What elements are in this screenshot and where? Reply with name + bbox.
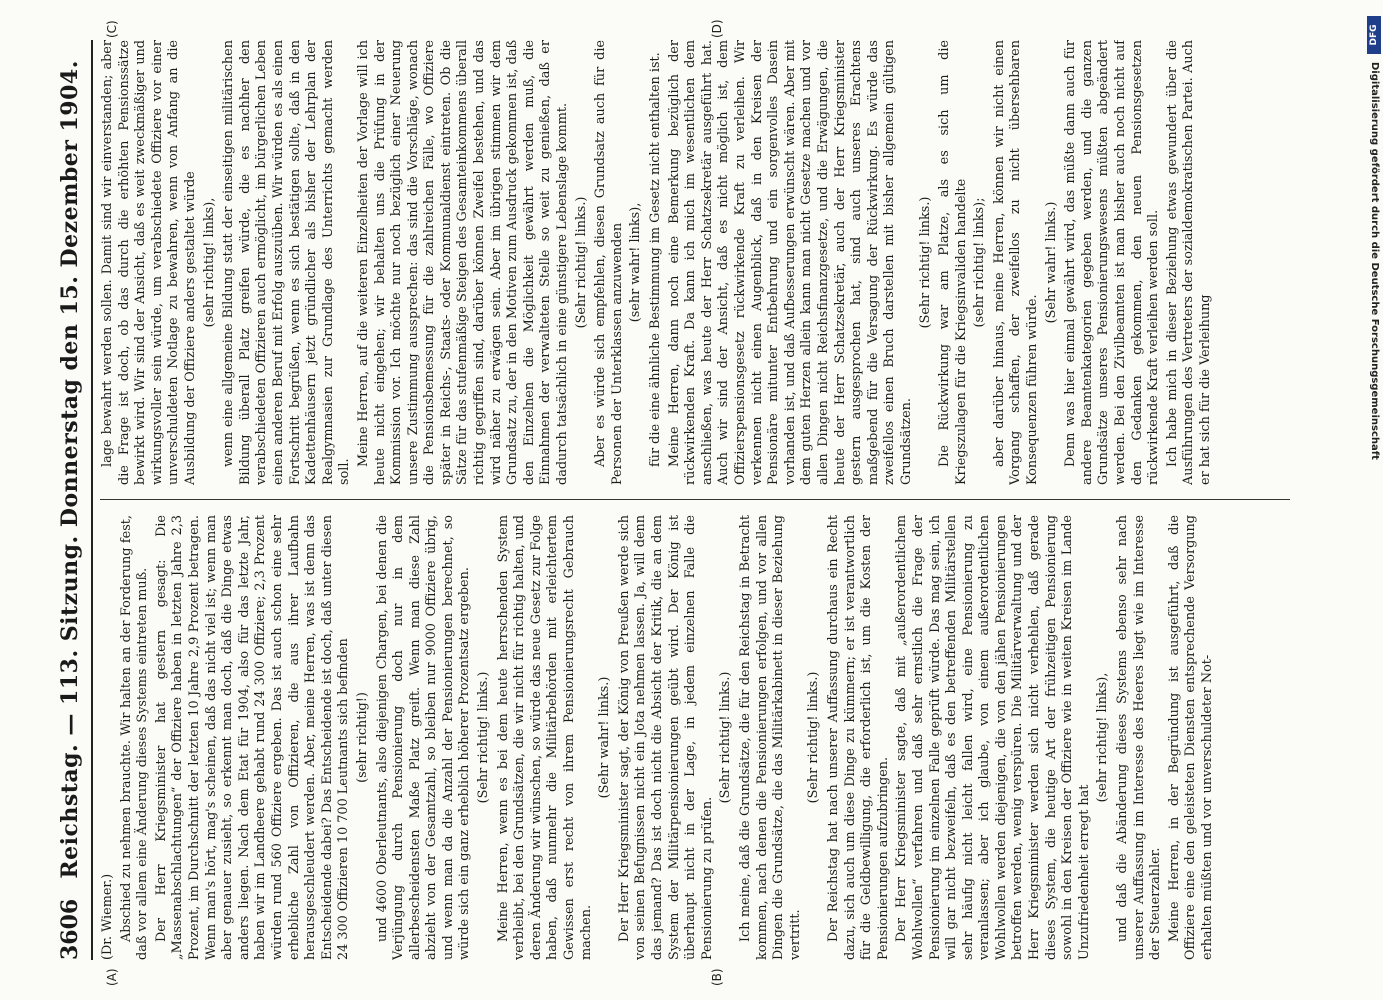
interjection: (Sehr wahr! links.) — [597, 676, 613, 799]
digitization-sidebar — [1366, 10, 1383, 1000]
margin-marker-a: (A) — [105, 968, 119, 986]
paragraph: wenn eine allgemeine Bildung statt der einseitigen militärischen Bildung überall Platz greifen würde, die es nachher den verabschiedeten Offizieren auch ermöglicht, im bürgerlichen Leben einen anderen Beruf mit Erfolg auszuüben. Wir würden es als einen Fortschritt begrüßen, wenn es sich bestätigen sollte, daß in den Kadettenhäusern jetzt gründlicher als bisher der Lehrplan der Realgymnasien zur Grundlage des Unterrichts gemacht werden soll. — [221, 40, 353, 485]
interjection: (Sehr richtig! links.) — [476, 671, 492, 804]
paragraph: Die Rückwirkung war am Platze, als es sich um die Kriegszulagen für die Kriegsinvaliden handelte — [937, 40, 969, 485]
margin-marker-c: (C) — [105, 20, 119, 38]
paragraph: Der Herr Kriegsminister sagte, daß mit „außerordentlichem Wohlwollen“ verfahren und daß sehr ernstlich die Frage der Pensionierung im einzelnen Falle geprüft würde. Das mag sein, ich will gar nicht bezweifeln, daß es den betreffenden Militärstellen sehr häufig nicht leicht fallen wird, eine Pensionierung zu veranlassen; aber ich glaube, von einem außerordentlichen Wohlwollen werden diejenigen, die von den jähen Pensionierungen betroffen werden, wenig verspüren. Die Militärverwaltung und der Herr Kriegsminister werden sich nicht verhehlen, daß gerade dieses System, die heutige Art der frühzeitigen Pensionierung sowohl in den Kreisen der Offiziere wie in weiten Kreisen im Lande Unzufriedenheit erregt hat — [894, 515, 1092, 960]
interjection: (Sehr richtig! links.) — [917, 196, 933, 329]
interjection: (sehr richtig! links), — [1095, 672, 1111, 803]
paragraph: Ich habe mich in dieser Beziehung etwas gewundert über die Ausführungen des Vertreters der sozialdemokratischen Partei. Auch er hat sich für die Verleihung — [1164, 40, 1213, 485]
paragraph: Meine Herren, dann noch eine Bemerkung bezüglich der rückwirkenden Kraft. Da kann ich mich im wesentlichen dem anschließen, was heute der Herr Schatzsekretär ausgeführt hat. Auch wir sind der Ansicht, daß es nicht möglich ist, dem Offizierspensionsgesetz rückwirkende Kraft zu verleihen. Wir verkennen nicht einen Augenblick, daß in den Kreisen der Pensionäre mitunter Entbehrung und ein sorgenvolles Dasein vorhanden ist, und daß Aufbesserungen erwünscht wären. Aber mit dem guten Herzen allein kann man nicht Gesetze machen und vor allen Dingen nicht Reichsfinanzgesetze, und die Erwägungen, die heute der Herr Schatzsekretär, auch der Herr Kriegsminister gestern ausgesprochen hat, sind auch unseres Erachtens maßgebend für die Versagung der Rückwirkung. Es würde das zweifellos einen Bruch darstellen mit bisher allgemein gültigen Grundsätzen. — [666, 40, 914, 485]
left-column — [100, 515, 1290, 960]
paragraph: Der Herr Kriegsminister sagt, der König von Preußen werde sich von seinen Befugnissen nicht ein Jota nehmen lassen. Ja, will denn das jemand? Das ist doch nicht die Absicht der Kritik, die an dem System der Militärpensionierungen geübt wird. Der König ist überhaupt nicht in der Lage, in jedem einzelnen Falle die Pensionierung zu prüfen. — [616, 515, 715, 960]
speaker-label: (Dr. Wiemer.) — [100, 873, 115, 960]
paragraph: für die eine ähnliche Bestimmung im Gesetz nicht enthalten ist. — [648, 52, 663, 467]
margin-marker-d: (D) — [710, 19, 724, 38]
column-divider — [100, 499, 1290, 500]
paragraph: Der Reichstag hat nach unserer Auffassung durchaus ein Recht dazu, sich auch um diese Dinge zu kümmern; er ist verantwortlich für die Geldbewilligung, die erforderlich ist, um die Kosten der Pensionierungen aufzubringen. — [825, 515, 891, 960]
right-column — [100, 40, 1290, 485]
rotated-page-content — [5, 0, 1305, 1000]
paragraph: Der Herr Kriegsminister hat gestern gesagt: Die „Massenabschlachtungen“ der Offiziere haben in letzten Jahre 2,3 Prozent, im Durchschnitt der letzten 10 Jahre 2,9 Prozent betragen. Wenn man's hört, mag's scheinen, daß das nicht viel ist; wenn man aber genauer zusieht, so erkennt man doch, daß die Dinge etwas anders liegen. Nach dem Etat für 1904, also für das letzte Jahr, haben wir im Landheere gehabt rund 24 300 Offiziere; 2,3 Prozent würden rund 560 Offiziere ergeben. Das ist auch schon eine sehr erhebliche Zahl von Offizieren, die aus ihrer Laufbahn herausgeschleudert werden. Aber, meine Herren, was ist denn das Entscheidende dabei? Das Entscheidende ist doch, daß unter diesen 24 300 Offizieren 10 700 Leutnants sich befinden — [153, 515, 352, 960]
digitization-credit: Digitalisierung gefördert durch die Deutsche Forschungsgemeinschaft — [1369, 62, 1380, 460]
interjection: (Sehr richtig! links.) — [573, 196, 589, 329]
page-number: 3606 — [57, 898, 83, 960]
interjection: (Sehr wahr! links.) — [1043, 201, 1059, 324]
paragraph: und daß die Abänderung dieses Systems ebenso sehr nach unserer Auffassung im Interesse des Heeres liegt wie im Interesse der Steuerzahler. — [1115, 515, 1164, 960]
margin-marker-b: (B) — [710, 968, 724, 986]
paragraph: lage bewahrt werden sollen. Damit sind wir einverstanden; aber die Frage ist doch, ob das durch die erhöhten Pensionssätze bewirkt wird. Wir sind der Ansicht, daß es weit zweckmäßiger und wirkungsvoller sein würde, um verabschiedete Offiziere vor einer unverschuldeten Notlage zu bewahren, wenn von Anfang an die Ausbildung der Offiziere anders gestaltet würde — [100, 40, 198, 485]
paragraph: Aber es würde sich empfehlen, diesen Grundsatz auch für die Personen der Unterklassen anzuwenden — [593, 40, 625, 485]
header-rule — [91, 40, 93, 960]
paragraph: Denn was hier einmal gewährt wird, das müßte dann auch für andere Beamtenkategorien gegeben werden, und die ganzen Grundsätze unseres Pensionierungswesens müßten abgeändert werden. Bei den Zivilbeamten ist man bisher auch noch nicht auf den Gedanken gekommen, den neuen Pensionsgesetzen rückwirkende Kraft verleihen werden soll. — [1063, 40, 1162, 485]
paragraph: Ich meine, daß die Grundsätze, die für den Reichstag in Betracht kommen, nach denen die Pensionierungen erfolgen, und vor allen Dingen die Grundsätze, die das Militärkabinett in dieser Beziehung vertritt. — [737, 515, 803, 960]
paragraph: Meine Herren, auf die weiteren Einzelheiten der Vorlage will ich heute nicht eingehen; wir behalten uns die Prüfung in der Kommission vor. Ich möchte nur noch bezüglich einer Neuerung unsere Zustimmung aussprechen: das sind die Vorschläge, wonach die Pensionsbemessung für die zahlreichen Fälle, wo Offiziere später in Reichs-, Staats- oder Kommunaldienst eintreten. Ob die Sätze für das stufenmäßige Steigen des Gesamteinkommens überall richtig gegriffen sind, darüber können Zweifel bestehen, und das wird näher zu erwägen sein. Aber im übrigen stimmen wir dem Grundsatz zu, der in den Motiven zum Ausdruck gekommen ist, daß den Einzelnen die Möglichkeit gewährt werden muß, die Einnahmen der verwalteten Stelle so weit zu genießen, daß er dadurch tatsächlich in eine günstigere Lebenslage kommt. — [355, 40, 571, 485]
paragraph: aber darüber hinaus, meine Herren, können wir nicht einen Vorgang schaffen, der zweifellos zu nicht übersehbaren Konsequenzen führen würde. — [991, 40, 1041, 485]
dfg-logo: DFG — [1367, 16, 1381, 54]
interjection: (Sehr richtig! links.) — [718, 671, 734, 804]
paragraph: Meine Herren, wenn es bei dem heute herrschenden System verbleibt, bei den Grundsätzen, die wir nicht für richtig halten, und deren Änderung wir wünschen, so würde das neue Gesetz zur Folge haben, daß nunmehr die Militärbehörden mit erleichtertem Gewissen erst recht von ihrem Pensionierungsrecht Gebrauch machen. — [495, 515, 594, 960]
interjection: (sehr richtig! links), — [201, 197, 217, 328]
page-header — [57, 40, 85, 960]
interjection: (sehr richtig! links); — [972, 197, 988, 328]
paragraph: Meine Herren, in der Begründung ist ausgeführt, daß die Offiziere eine den geleisteten Diensten entsprechende Versorgung erhalten müßten und vor unverschuldeter Not- — [1166, 515, 1215, 960]
paragraph: und 4600 Oberleutnants, also diejenigen Chargen, bei denen die Verjüngung durch Pensionierung doch nur in dem allerbescheidensten Maße Platz greift. Wenn man diese Zahl abzieht von der Gesamtzahl, so bleiben nur 9000 Offiziere übrig, und wenn man da die Anzahl der Pensionierungen berechnet, so würde sich ein ganz erheblich höherer Prozentsatz ergeben. — [374, 515, 473, 960]
interjection: (sehr richtig!) — [354, 692, 370, 783]
running-title: Reichstag. — 113. Sitzung. Donnerstag den 15. Dezember 1904. — [57, 60, 83, 879]
interjection: (Sehr richtig! links.) — [806, 671, 822, 804]
interjection: (sehr wahr! links), — [628, 202, 644, 323]
paragraph: Abschied zu nehmen brauchte. Wir halten an der Forderung fest, daß vor allem eine Änderung dieses Systems eintreten muß. — [118, 515, 151, 960]
